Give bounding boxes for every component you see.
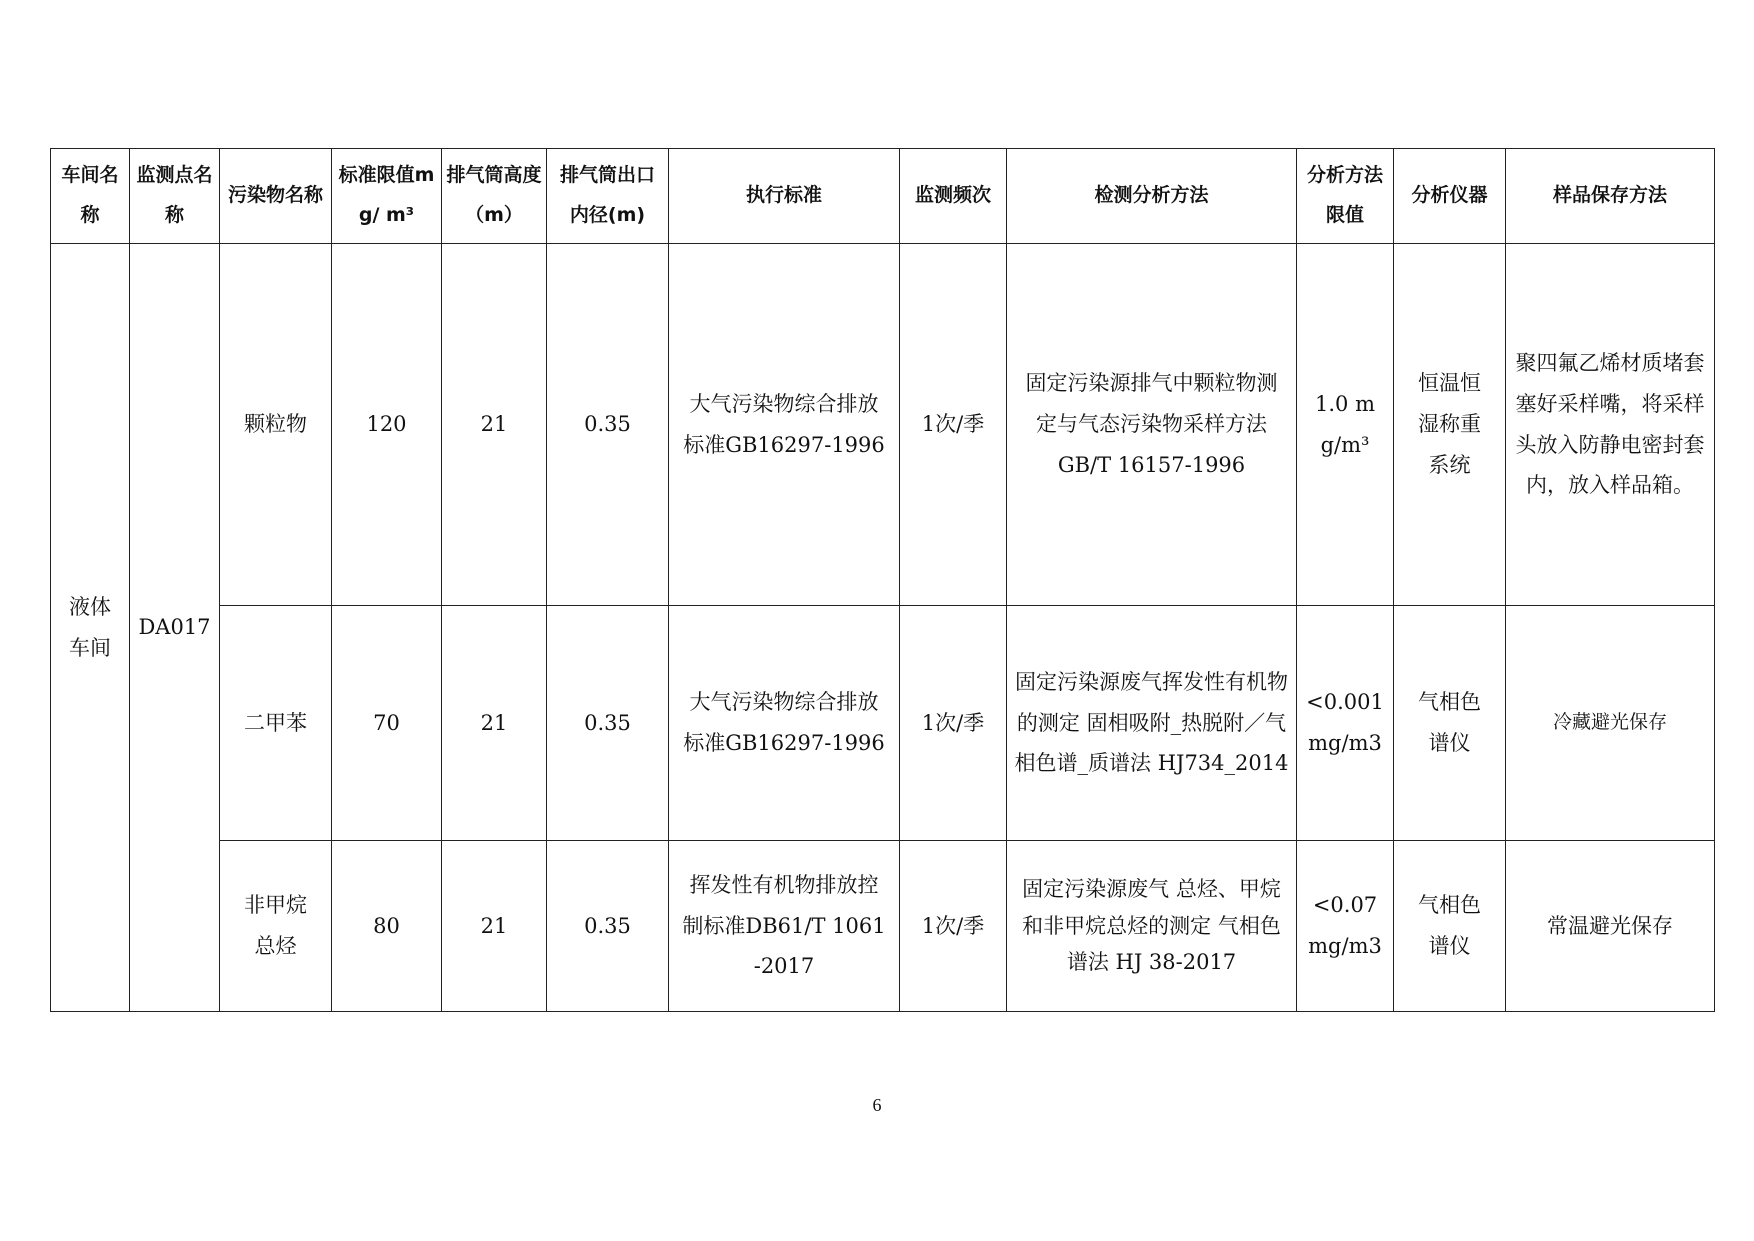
page-number: 6 — [872, 1095, 882, 1115]
table-row — [51, 244, 1715, 606]
storage-cell: 常温避光保存 — [1506, 841, 1715, 1012]
method-limit-cell: <0.07 mg/m3 — [1297, 841, 1394, 1012]
header-storage: 样品保存方法 — [1506, 149, 1715, 244]
method-limit-cell: <0.001mg/m3 — [1297, 606, 1394, 841]
stack-diameter-cell: 0.35 — [547, 244, 669, 606]
method-limit-cell: 1.0 mg/m³ — [1297, 244, 1394, 606]
header-stack-diameter: 排气筒出口内径(m) — [547, 149, 669, 244]
header-frequency: 监测频次 — [900, 149, 1007, 244]
pollutant-cell: 非甲烷总烃 — [220, 841, 332, 1012]
monitoring-point-cell: DA017 — [130, 244, 220, 1012]
pollutant-cell: 二甲苯 — [220, 606, 332, 841]
standard-cell: 挥发性有机物排放控制标准DB61/T 1061-2017 — [669, 841, 900, 1012]
instrument-cell: 气相色谱仪 — [1394, 606, 1506, 841]
stack-height-cell: 21 — [442, 606, 547, 841]
table-row — [51, 841, 1715, 1012]
instrument-cell: 气相色谱仪 — [1394, 841, 1506, 1012]
standard-cell: 大气污染物综合排放标准GB16297-1996 — [669, 606, 900, 841]
storage-cell: 聚四氟乙烯材质堵套塞好采样嘴，将采样头放入防静电密封套内，放入样品箱。 — [1506, 244, 1715, 606]
header-standard: 执行标准 — [669, 149, 900, 244]
standard-cell: 大气污染物综合排放标准GB16297-1996 — [669, 244, 900, 606]
header-workshop: 车间名称 — [51, 149, 130, 244]
method-cell: 固定污染源废气挥发性有机物的测定 固相吸附_热脱附／气相色谱_质谱法 HJ734_2014 — [1007, 606, 1297, 841]
limit-cell: 70 — [332, 606, 442, 841]
frequency-cell: 1次/季 — [900, 244, 1007, 606]
stack-diameter-cell: 0.35 — [547, 841, 669, 1012]
table-header-row — [51, 149, 1715, 244]
header-method: 检测分析方法 — [1007, 149, 1297, 244]
header-method-limit: 分析方法限值 — [1297, 149, 1394, 244]
limit-cell: 120 — [332, 244, 442, 606]
header-limit: 标准限值mg/ m³ — [332, 149, 442, 244]
stack-height-cell: 21 — [442, 841, 547, 1012]
method-cell: 固定污染源废气 总烃、甲烷和非甲烷总烃的测定 气相色谱法 HJ 38-2017 — [1007, 841, 1297, 1012]
storage-cell: 冷藏避光保存 — [1506, 606, 1715, 841]
header-stack-height: 排气筒高度（m） — [442, 149, 547, 244]
instrument-cell: 恒温恒湿称重系统 — [1394, 244, 1506, 606]
stack-diameter-cell: 0.35 — [547, 606, 669, 841]
method-cell: 固定污染源排气中颗粒物测定与气态污染物采样方法 GB/T 16157-1996 — [1007, 244, 1297, 606]
header-monitoring-point: 监测点名称 — [130, 149, 220, 244]
stack-height-cell: 21 — [442, 244, 547, 606]
header-pollutant: 污染物名称 — [220, 149, 332, 244]
workshop-cell: 液体车间 — [51, 244, 130, 1012]
limit-cell: 80 — [332, 841, 442, 1012]
monitoring-table — [50, 148, 1715, 1012]
header-instrument: 分析仪器 — [1394, 149, 1506, 244]
frequency-cell: 1次/季 — [900, 841, 1007, 1012]
pollutant-cell: 颗粒物 — [220, 244, 332, 606]
frequency-cell: 1次/季 — [900, 606, 1007, 841]
table-row — [51, 606, 1715, 841]
